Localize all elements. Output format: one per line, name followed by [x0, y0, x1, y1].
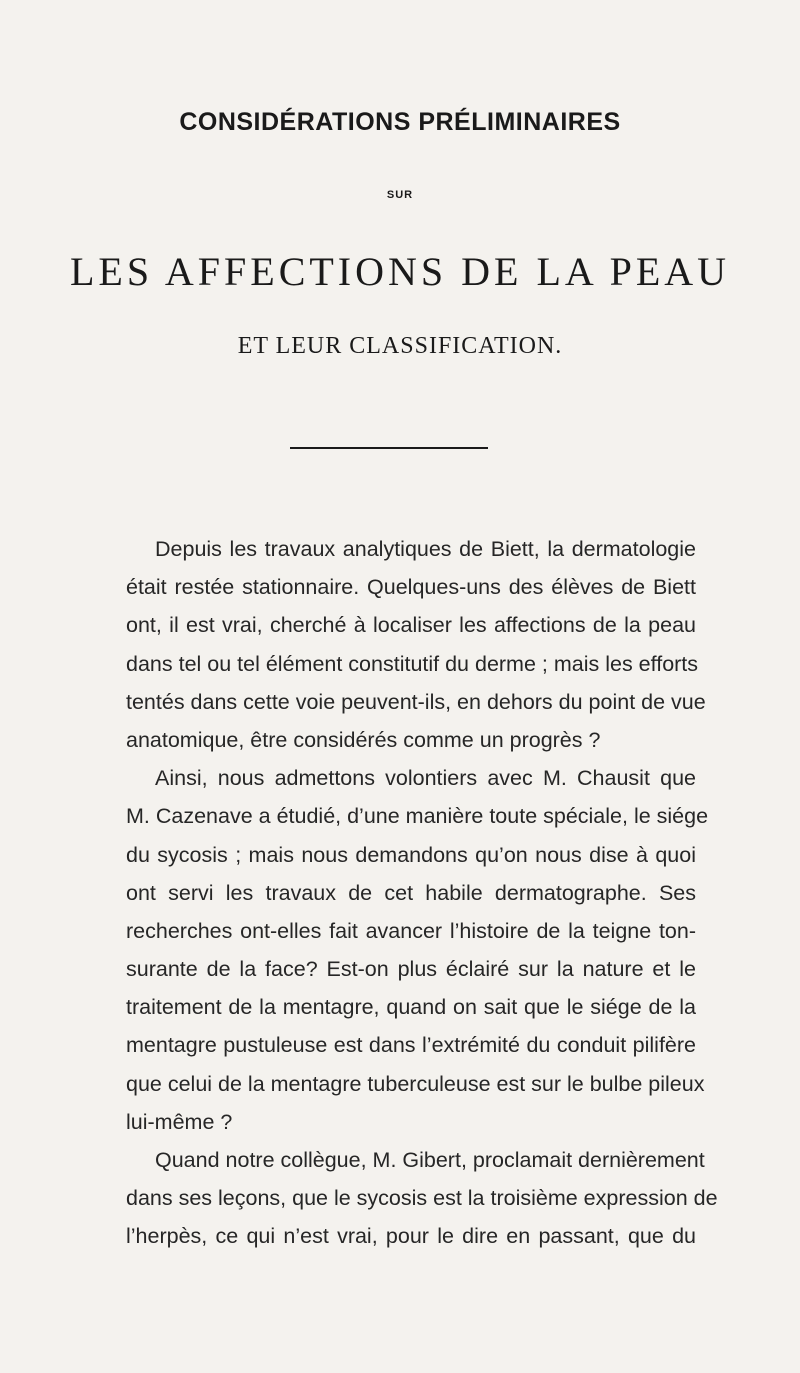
text-line: mentagre pustuleuse est dans l’extrémité du conduit pilifère: [126, 1033, 696, 1058]
text-line: ont servi les travaux de cet habile dermatographe. Ses: [126, 880, 696, 905]
text-line: Ainsi, nous admettons volontiers avec M. Chausit que: [155, 766, 696, 791]
text-line: lui-même ?: [126, 1109, 233, 1134]
text-line: M. Cazenave a étudié, d’une manière toute spéciale, le siége: [126, 804, 709, 829]
text-line: surante de la face? Est-on plus éclairé sur la nature et le: [126, 957, 696, 982]
text-line: dans ses leçons, que le sycosis est la troisième expression de: [126, 1186, 718, 1211]
title-sur: SUR: [386, 189, 414, 201]
text-line: anatomique, être considérés comme un progrès ?: [126, 727, 601, 752]
text-line: Depuis les travaux analytiques de Biett, la dermatologie: [155, 537, 696, 561]
body-text: [126, 530, 718, 1256]
text-line: Quand notre collègue, M. Gibert, proclamait dernièrement: [155, 1148, 705, 1172]
separator-rule: [290, 447, 488, 449]
text-line: tentés dans cette voie peuvent-ils, en dehors du point de vue: [126, 689, 706, 714]
title-affections: LES AFFECTIONS DE LA PEAU: [69, 249, 731, 294]
text-line: était restée stationnaire. Quelques-uns des élèves de Biett: [126, 575, 696, 600]
text-line: ont, il est vrai, cherché à localiser les affections de la peau: [126, 613, 696, 638]
title-considerations: CONSIDÉRATIONS PRÉLIMINAIRES: [179, 108, 621, 136]
text-line: dans tel ou tel élément constitutif du derme ; mais les efforts: [126, 651, 699, 676]
text-line: du sycosis ; mais nous demandons qu’on nous dise à quoi: [126, 842, 696, 867]
title-classification: ET LEUR CLASSIFICATION.: [237, 333, 563, 359]
text-line: recherches ont-elles fait avancer l’histoire de la teigne ton-: [126, 918, 696, 943]
text-line: que celui de la mentagre tuberculeuse est sur le bulbe pileux: [126, 1071, 705, 1096]
text-line: l’herpès, ce qui n’est vrai, pour le dire en passant, que du: [126, 1224, 696, 1249]
text-line: traitement de la mentagre, quand on sait que le siége de la: [126, 995, 696, 1020]
